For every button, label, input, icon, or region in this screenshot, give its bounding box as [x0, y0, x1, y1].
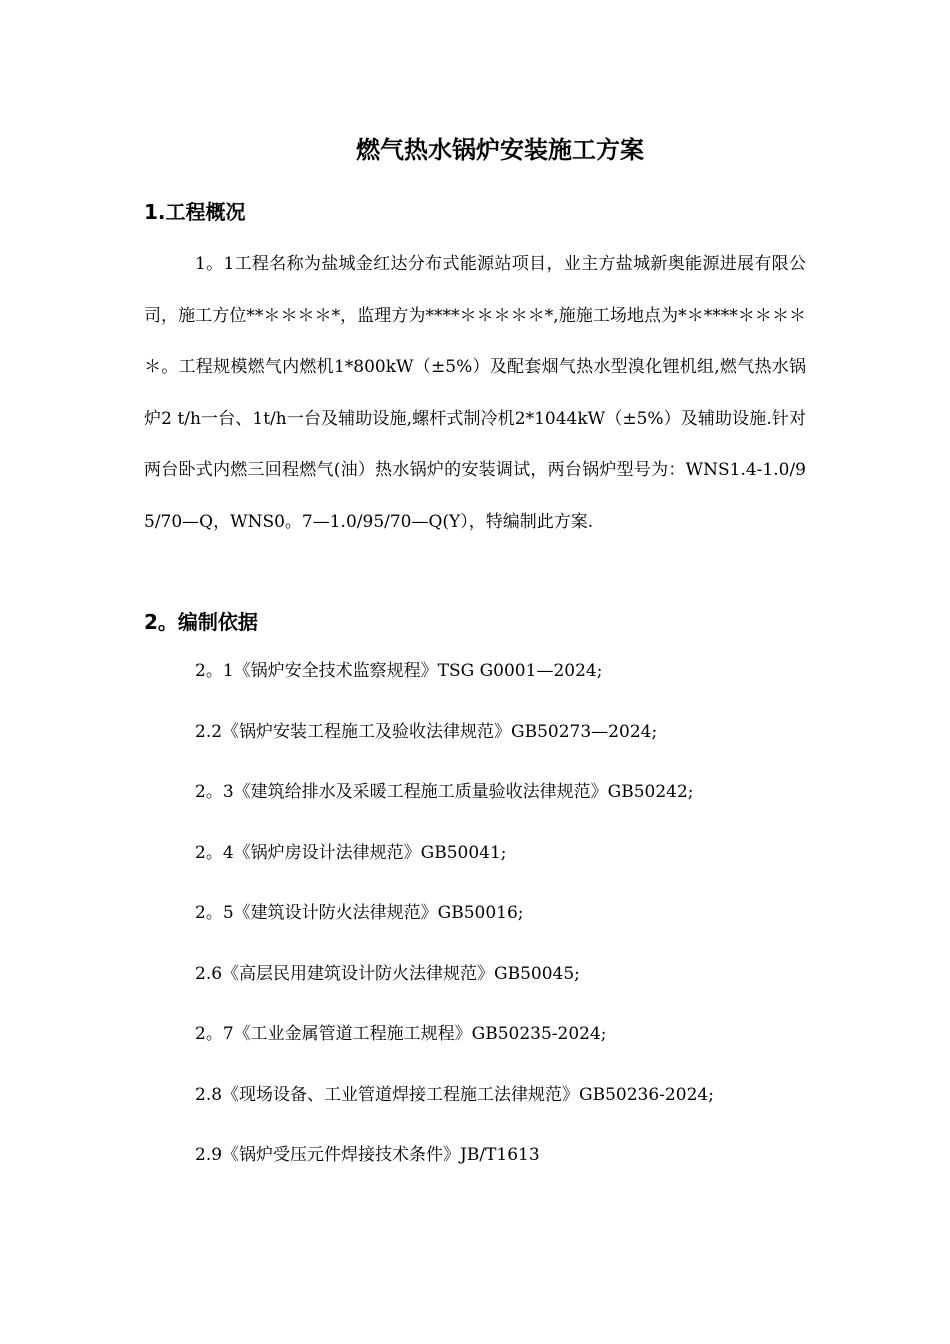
overview-paragraph: 1。1工程名称为盐城金红达分布式能源站项目，业主方盐城新奥能源进展有限公司，施工方位**＊＊＊＊*，监理方为****＊＊＊＊＊*,施施工场地点为*＊****＊＊＊＊＊。工程规模燃气内燃机1*800kW（±5%）及配套烟气热水型溴化锂机组,燃气热水锅炉2 t/h一台、1t/h一台及辅助设施,螺杆式制冷机2*1044kW（±5%）及辅助设施.针对两台卧式内燃三回程燃气(油）热水锅炉的安装调试，两台锅炉型号为：WNS1.4-1.0/95/70—Q，WNS0。7—1.0/95/70—Q(Y），特编制此方案.: [144, 254, 806, 532]
list-item: 2。7《工业金属管道工程施工规程》GB50235-2024;: [195, 1024, 607, 1044]
section-heading-basis: 2。编制依据: [144, 610, 258, 634]
document-title: 燃气热水锅炉安装施工方案: [356, 136, 644, 164]
list-item: 2。4《锅炉房设计法律规范》GB50041;: [195, 842, 507, 863]
list-item: 2.9《锅炉受压元件焊接技术条件》JB/T1613: [195, 1145, 540, 1165]
section-heading-overview: 1.工程概况: [144, 200, 246, 224]
reference-list: [195, 651, 714, 1196]
list-item: 2.8《现场设备、工业管道焊接工程施工法律规范》GB50236-2024;: [195, 1084, 714, 1105]
list-item: 2。1《锅炉安全技术监察规程》TSG G0001—2024;: [195, 661, 603, 681]
list-item: 2。5《建筑设计防火法律规范》GB50016;: [195, 903, 524, 923]
list-item: 2.6《高层民用建筑设计防火法律规范》GB50045;: [195, 963, 580, 984]
list-item: 2。3《建筑给排水及采暖工程施工质量验收法律规范》GB50242;: [195, 782, 694, 802]
list-item: 2.2《锅炉安装工程施工及验收法律规范》GB50273—2024;: [195, 721, 658, 742]
